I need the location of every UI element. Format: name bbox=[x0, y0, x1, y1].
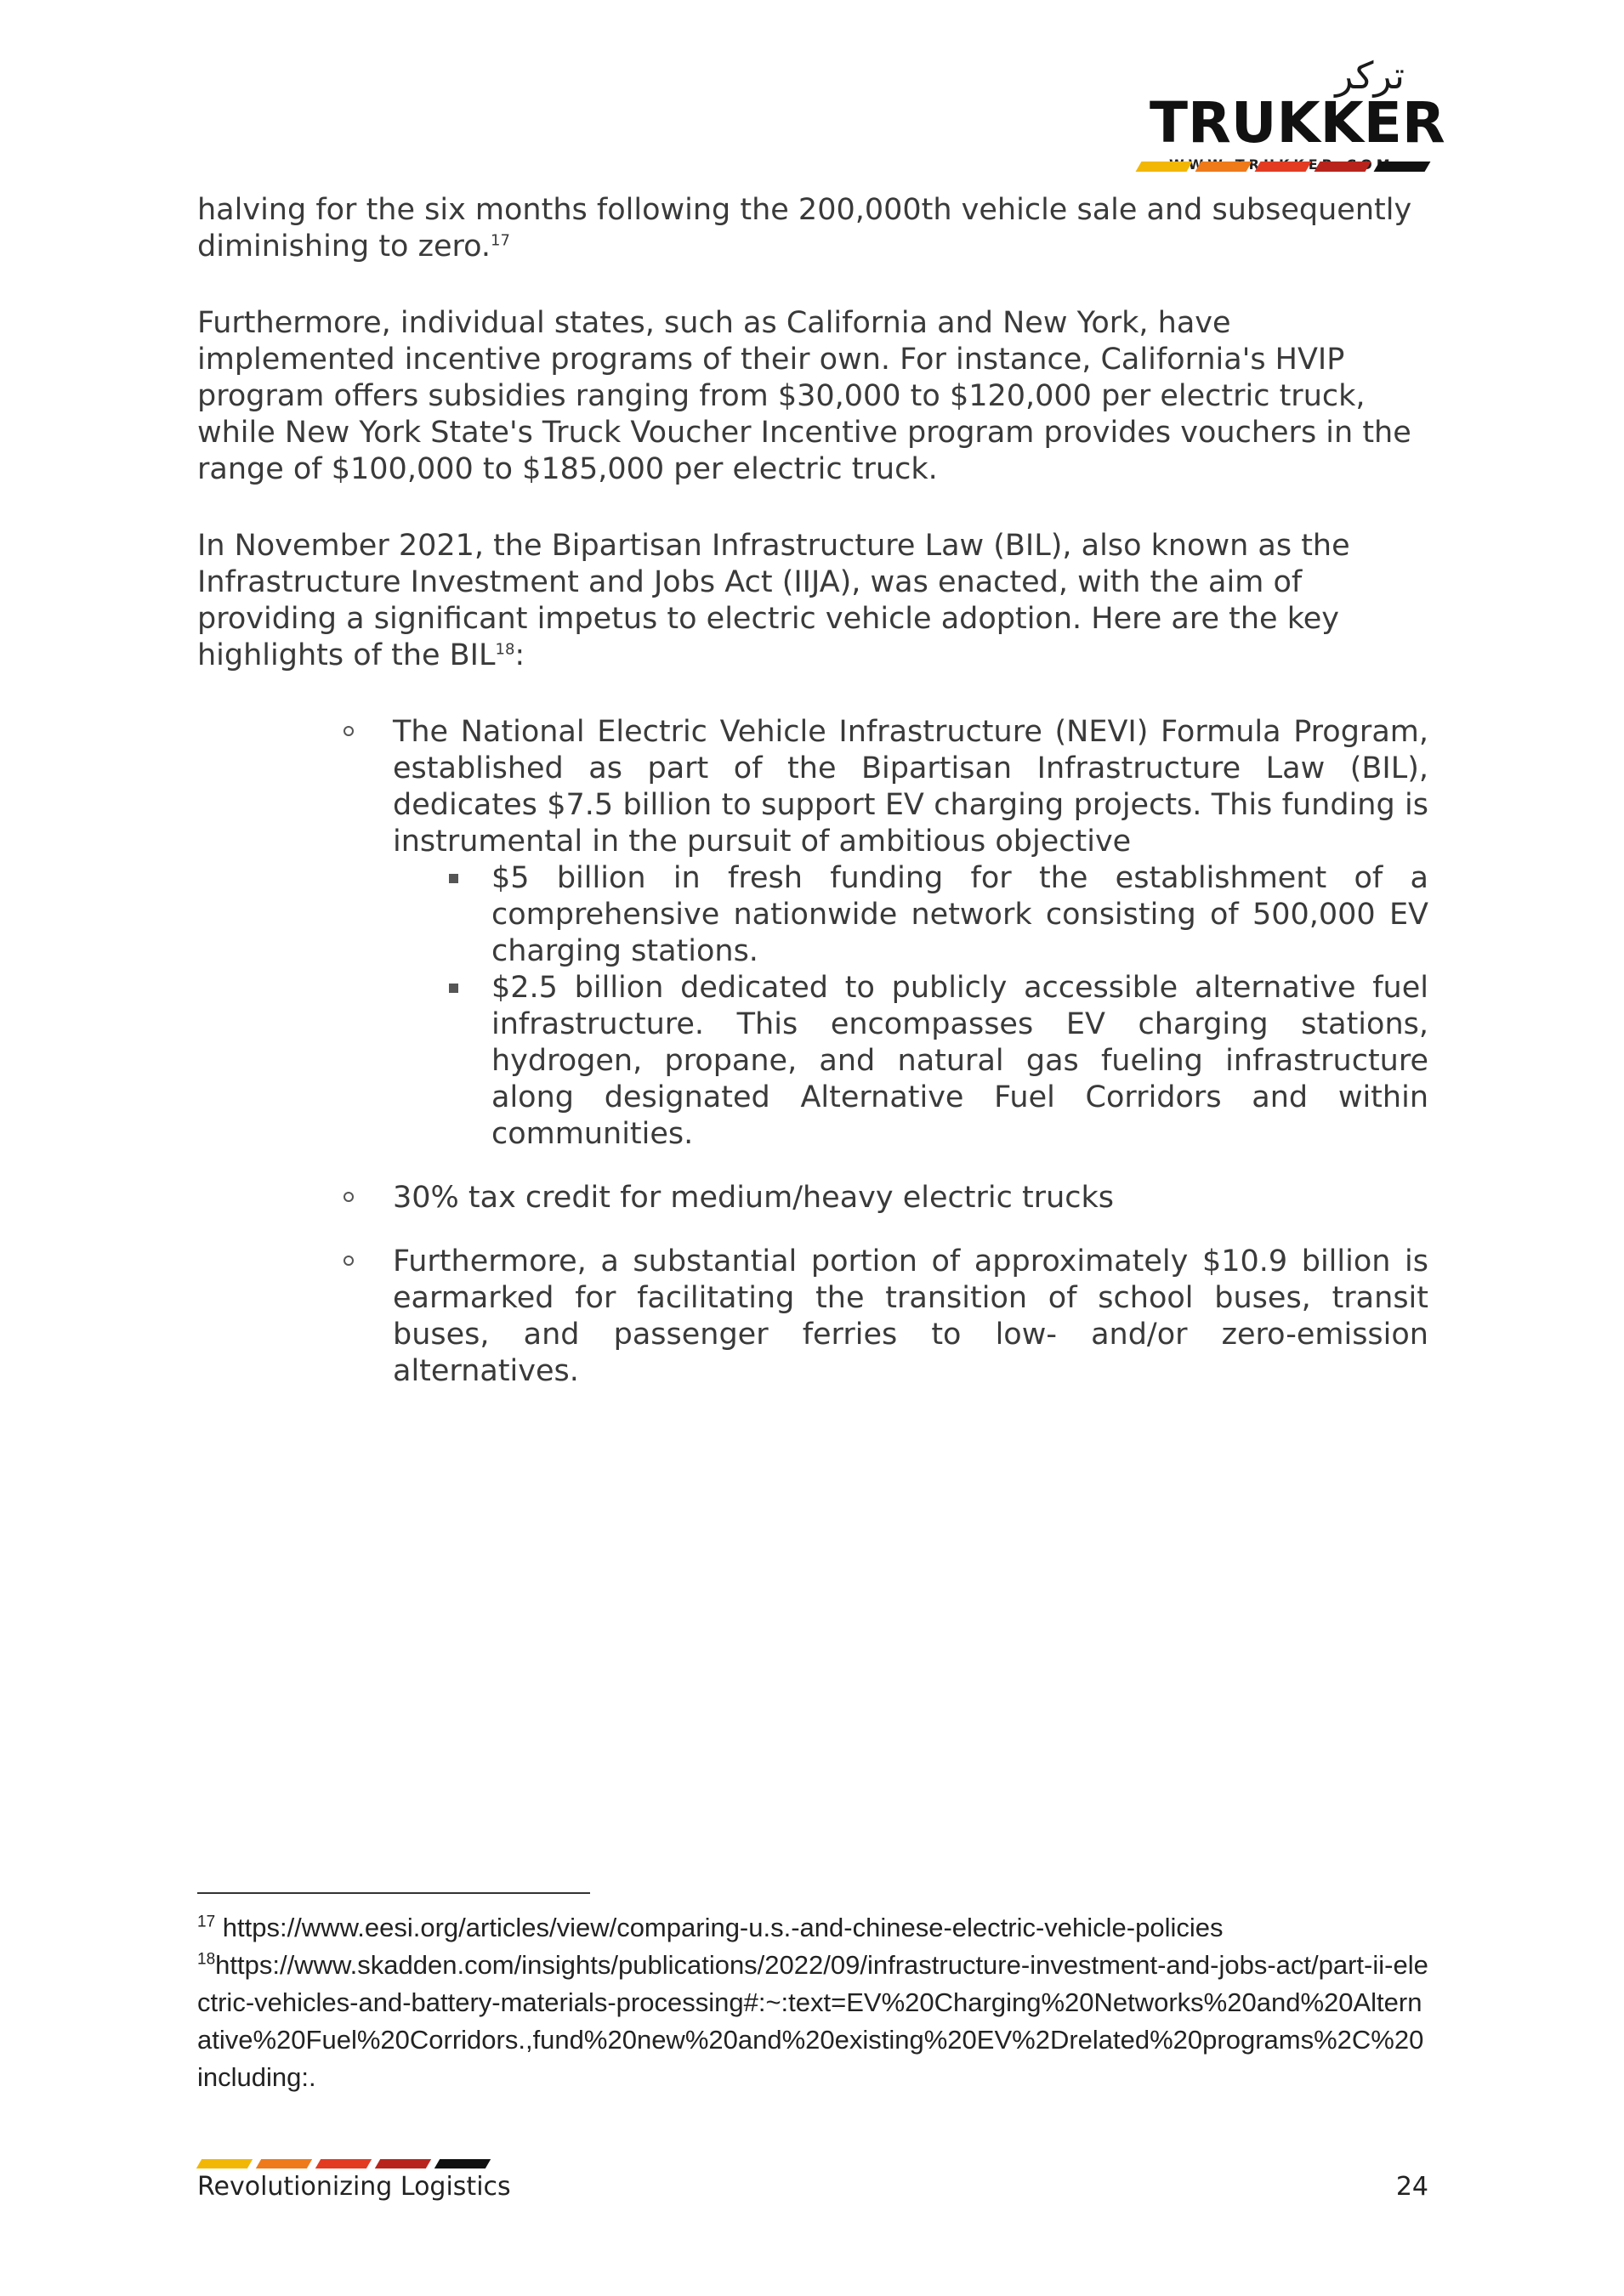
list-item: The National Electric Vehicle Infrastructure (NEVI) Formula Program, established as part of the Bipartisan Infrastructure Law (BIL), dedicates $7.5 billion to support EV charging projects. This funding is instrumental in the pursuit of ambitious objective $5 billion in fresh funding for the establishment of a comprehensive nationwide network consisting of 500,000 EV charging stations. $2.5 billion dedicated to publicly accessible alternative fuel infrastructure. This encompasses EV charging stations, hydrogen, propane, and natural gas fueling infrastructure along designated Alternative Fuel Corridors and within communities. bbox=[393, 714, 1428, 1153]
sub-list-item: $2.5 billion dedicated to publicly accessible alternative fuel infrastructure. This encompasses EV charging stations, hydrogen, propane, and natural gas fueling infrastructure along designated Alternative Fuel Corridors and within communities. bbox=[491, 970, 1428, 1153]
logo-bar-black bbox=[1374, 162, 1431, 172]
logo-arabic-text: تركر bbox=[1335, 54, 1405, 98]
logo-wordmark-kk: KK bbox=[1276, 90, 1364, 156]
highlights-list bbox=[197, 714, 1428, 1390]
footnote-ref-17[interactable]: 17 bbox=[491, 231, 510, 250]
footer-tagline: Revolutionizing Logistics bbox=[197, 2172, 511, 2202]
footnote-divider bbox=[197, 1892, 590, 1894]
circle-bullet-icon bbox=[344, 1256, 354, 1266]
footnote-18: $^{18}$https://www.skadden.com/insights/publications/2022/09/infrastructure-investment-and-jobs-act/part-ii-electric-vehicles-and-battery-materials-processing#:~:text=EV%20Charging%20Networks%20and%20Alternative%20Fuel%20Corridors.,fund%20new%20and%20existing%20EV%2Drelated%20programs%2C%20including:. bbox=[197, 1950, 1428, 2092]
footnote-17: $^{17}$ https://www.eesi.org/articles/view/comparing-u.s.-and-chinese-electric-vehicle-policies bbox=[197, 1913, 1224, 1942]
page-number: 24 bbox=[1395, 2172, 1428, 2202]
circle-bullet-icon bbox=[344, 1192, 354, 1202]
logo-wordmark-prefix: TRU bbox=[1150, 90, 1277, 156]
footer-bar-darkred bbox=[375, 2159, 431, 2168]
sub-list bbox=[393, 860, 1428, 1153]
paragraph-3: In November 2021, the Bipartisan Infrastructure Law (BIL), also known as the Infrastructure Investment and Jobs Act (IIJA), was enacted, with the aim of providing a significant impetus to electric vehicle adoption. Here are the key highlights of the BIL$^{18}$: bbox=[197, 529, 1350, 672]
footnote-18-link[interactable]: https://www.skadden.com/insights/publications/2022/09/infrastructure-investment-and-jobs-act/part-ii-electric-vehicles-and-battery-materials-processing#:~:text=EV%20Charging%20Networks%20and%20Alternative%20Fuel%20Corridors.,fund%20new%20and%20existing%20EV%2Drelated%20programs%2C%20including:. bbox=[197, 1950, 1428, 2092]
paragraph-1: halving for the six months following the 200,000th vehicle sale and subsequently diminishing to zero.$^{17}$ bbox=[197, 193, 1412, 264]
footer-bar-red bbox=[315, 2159, 372, 2168]
page-body bbox=[197, 192, 1428, 1417]
logo-bar-darkred bbox=[1315, 162, 1371, 172]
square-bullet-icon bbox=[449, 874, 458, 883]
footer-bar-yellow bbox=[196, 2159, 253, 2168]
circle-bullet-icon bbox=[344, 726, 354, 736]
footnote-ref-18[interactable]: 18 bbox=[495, 640, 515, 659]
logo-bar-red bbox=[1255, 162, 1312, 172]
footnotes bbox=[197, 1909, 1428, 2096]
footnote-17-link[interactable]: https://www.eesi.org/articles/view/comparing-u.s.-and-chinese-electric-vehicle-policies bbox=[215, 1913, 1224, 1942]
footer-bar-black bbox=[434, 2159, 491, 2168]
logo-bar-yellow bbox=[1136, 162, 1193, 172]
footer-color-bars bbox=[199, 2159, 488, 2169]
trukker-logo bbox=[1135, 53, 1445, 172]
logo-wordmark bbox=[1150, 88, 1445, 158]
square-bullet-icon bbox=[449, 984, 458, 993]
footer-bar-orange bbox=[256, 2159, 312, 2168]
logo-color-bars bbox=[1139, 156, 1428, 168]
logo-bar-orange bbox=[1195, 162, 1252, 172]
list-item: 30% tax credit for medium/heavy electric trucks bbox=[393, 1180, 1428, 1216]
sub-list-item: $5 billion in fresh funding for the establishment of a comprehensive nationwide network consisting of 500,000 EV charging stations. bbox=[491, 860, 1428, 970]
logo-wordmark-suffix: ER bbox=[1363, 90, 1445, 156]
paragraph-2: Furthermore, individual states, such as California and New York, have implemented incentive programs of their own. For instance, California's HVIP program offers subsidies ranging from $30,000 to $120,000 per electric truck, while New York State's Truck Voucher Incentive program provides vouchers in the range of $100,000 to $185,000 per electric truck. bbox=[197, 306, 1411, 486]
list-item: Furthermore, a substantial portion of approximately $10.9 billion is earmarked for facilitating the transition of school buses, transit buses, and passenger ferries to low- and/or zero-emission alternatives. bbox=[393, 1244, 1428, 1390]
